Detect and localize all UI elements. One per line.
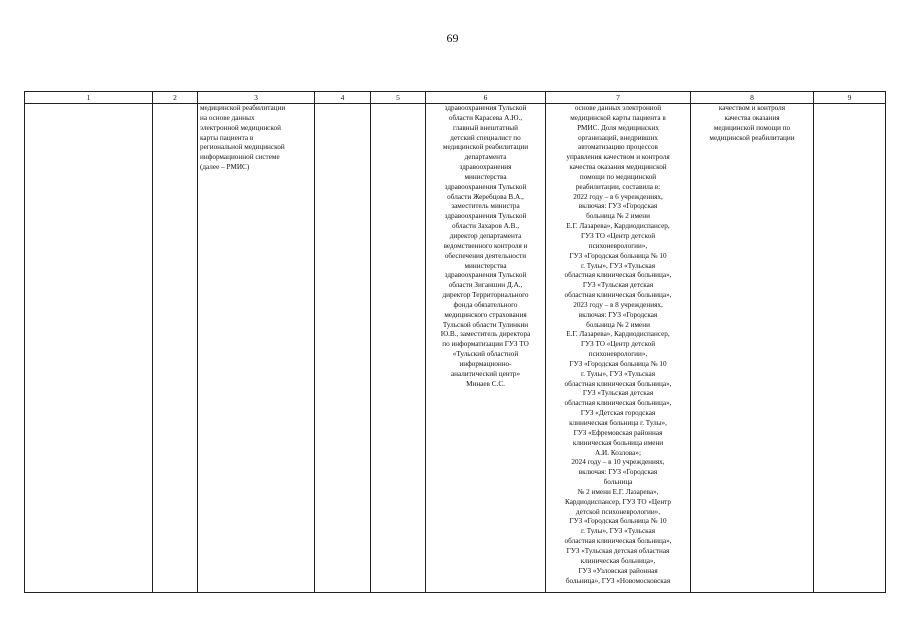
column-header-2: 2 <box>153 92 198 104</box>
cell-col7-text: основе данных электронной медицинской карты пациента в РМИС. Доля медицинских организаций, внедривших автоматизацию процессов управления качеством и контроля качества оказания медицинской помощи по медицинской реабилитации, составила в: 2022 году – в 6 учреждениях, включая: ГУЗ «Городская больница № 2 имени Е.Г. Лазарева», Кардиодиспансер, ГУЗ ТО «Центр детской психоневрологии», ГУЗ «Городская больница № 10 г. Тулы», ГУЗ «Тульская областная клиническая больница», ГУЗ «Тульская детская областная клиническая больница», 2023 году – в 8 учреждениях, включая: ГУЗ «Городская больница № 2 имени Е.Г. Лазарева», Кардиодиспансер, ГУЗ ТО «Центр детской психоневрологии», ГУЗ «Городская больница № 10 г. Тулы», ГУЗ «Тульская областная клиническая больница», ГУЗ «Тульская детская областная клиническая больница», ГУЗ «Детская городская клиническая больница г. Тулы», ГУЗ «Ефремовская районная клиническая больница имени А.И. Козлова»; 2024 году – в 10 учреждениях, включая: ГУЗ «Городская больница № 2 имени Е.Г. Лазарева», Кардиодиспансер, ГУЗ ТО «Центр детской психоневрологии», ГУЗ «Городская больница № 10 г. Тулы», ГУЗ «Тульская областная клиническая больница», ГУЗ «Тульская детская областная клиническая больница», ГУЗ «Узловская районная больница», ГУЗ «Новомосковская <box>564 104 672 585</box>
column-header-9: 9 <box>814 92 886 104</box>
document-table <box>24 91 886 593</box>
cell-col4 <box>315 104 371 593</box>
column-header-3: 3 <box>198 92 315 104</box>
column-header-5: 5 <box>371 92 426 104</box>
cell-col9 <box>814 104 886 593</box>
cell-col6 <box>426 104 546 593</box>
table-row <box>25 104 886 593</box>
cell-col7 <box>546 104 691 593</box>
column-header-7: 7 <box>546 92 691 104</box>
cell-col6-text: здравоохранения Тульской области Карасева А.Ю., главный внештатный детский специалист по медицинской реабилитации департамента здравоохранения министерства здравоохранения Тульской области Жеребцова В.А., заместитель министра здравоохранения Тульской области Захаров А.В., директор департамента ведомственного контроля и обеспечения деятельности министерства здравоохранения Тульской области Зиганшин Д.А., директор Территориального фонда обязательного медицинского страхования Тульской области Тулинкин Ю.В., заместитель директора по информатизации ГУЗ ТО «Тульский областной информационно- аналитический центр» Минаев С.С. <box>440 104 531 388</box>
column-header-4: 4 <box>315 92 371 104</box>
cell-col3-text: медицинской реабилитации на основе данных электронной медицинской карты пациента в региональной медицинской информационной системе (далее – РМИС) <box>200 104 286 172</box>
column-header-6: 6 <box>426 92 546 104</box>
cell-col8 <box>691 104 814 593</box>
cell-col3 <box>198 104 315 593</box>
column-header-1: 1 <box>25 92 153 104</box>
cell-col5 <box>371 104 426 593</box>
cell-col2 <box>153 104 198 593</box>
cell-col8-text: качеством и контроля качества оказания медицинской помощи по медицинской реабилитации <box>709 104 795 142</box>
page-number: 69 <box>446 31 459 45</box>
cell-col1 <box>25 104 153 593</box>
column-header-8: 8 <box>691 92 814 104</box>
table-header-row <box>25 92 886 104</box>
